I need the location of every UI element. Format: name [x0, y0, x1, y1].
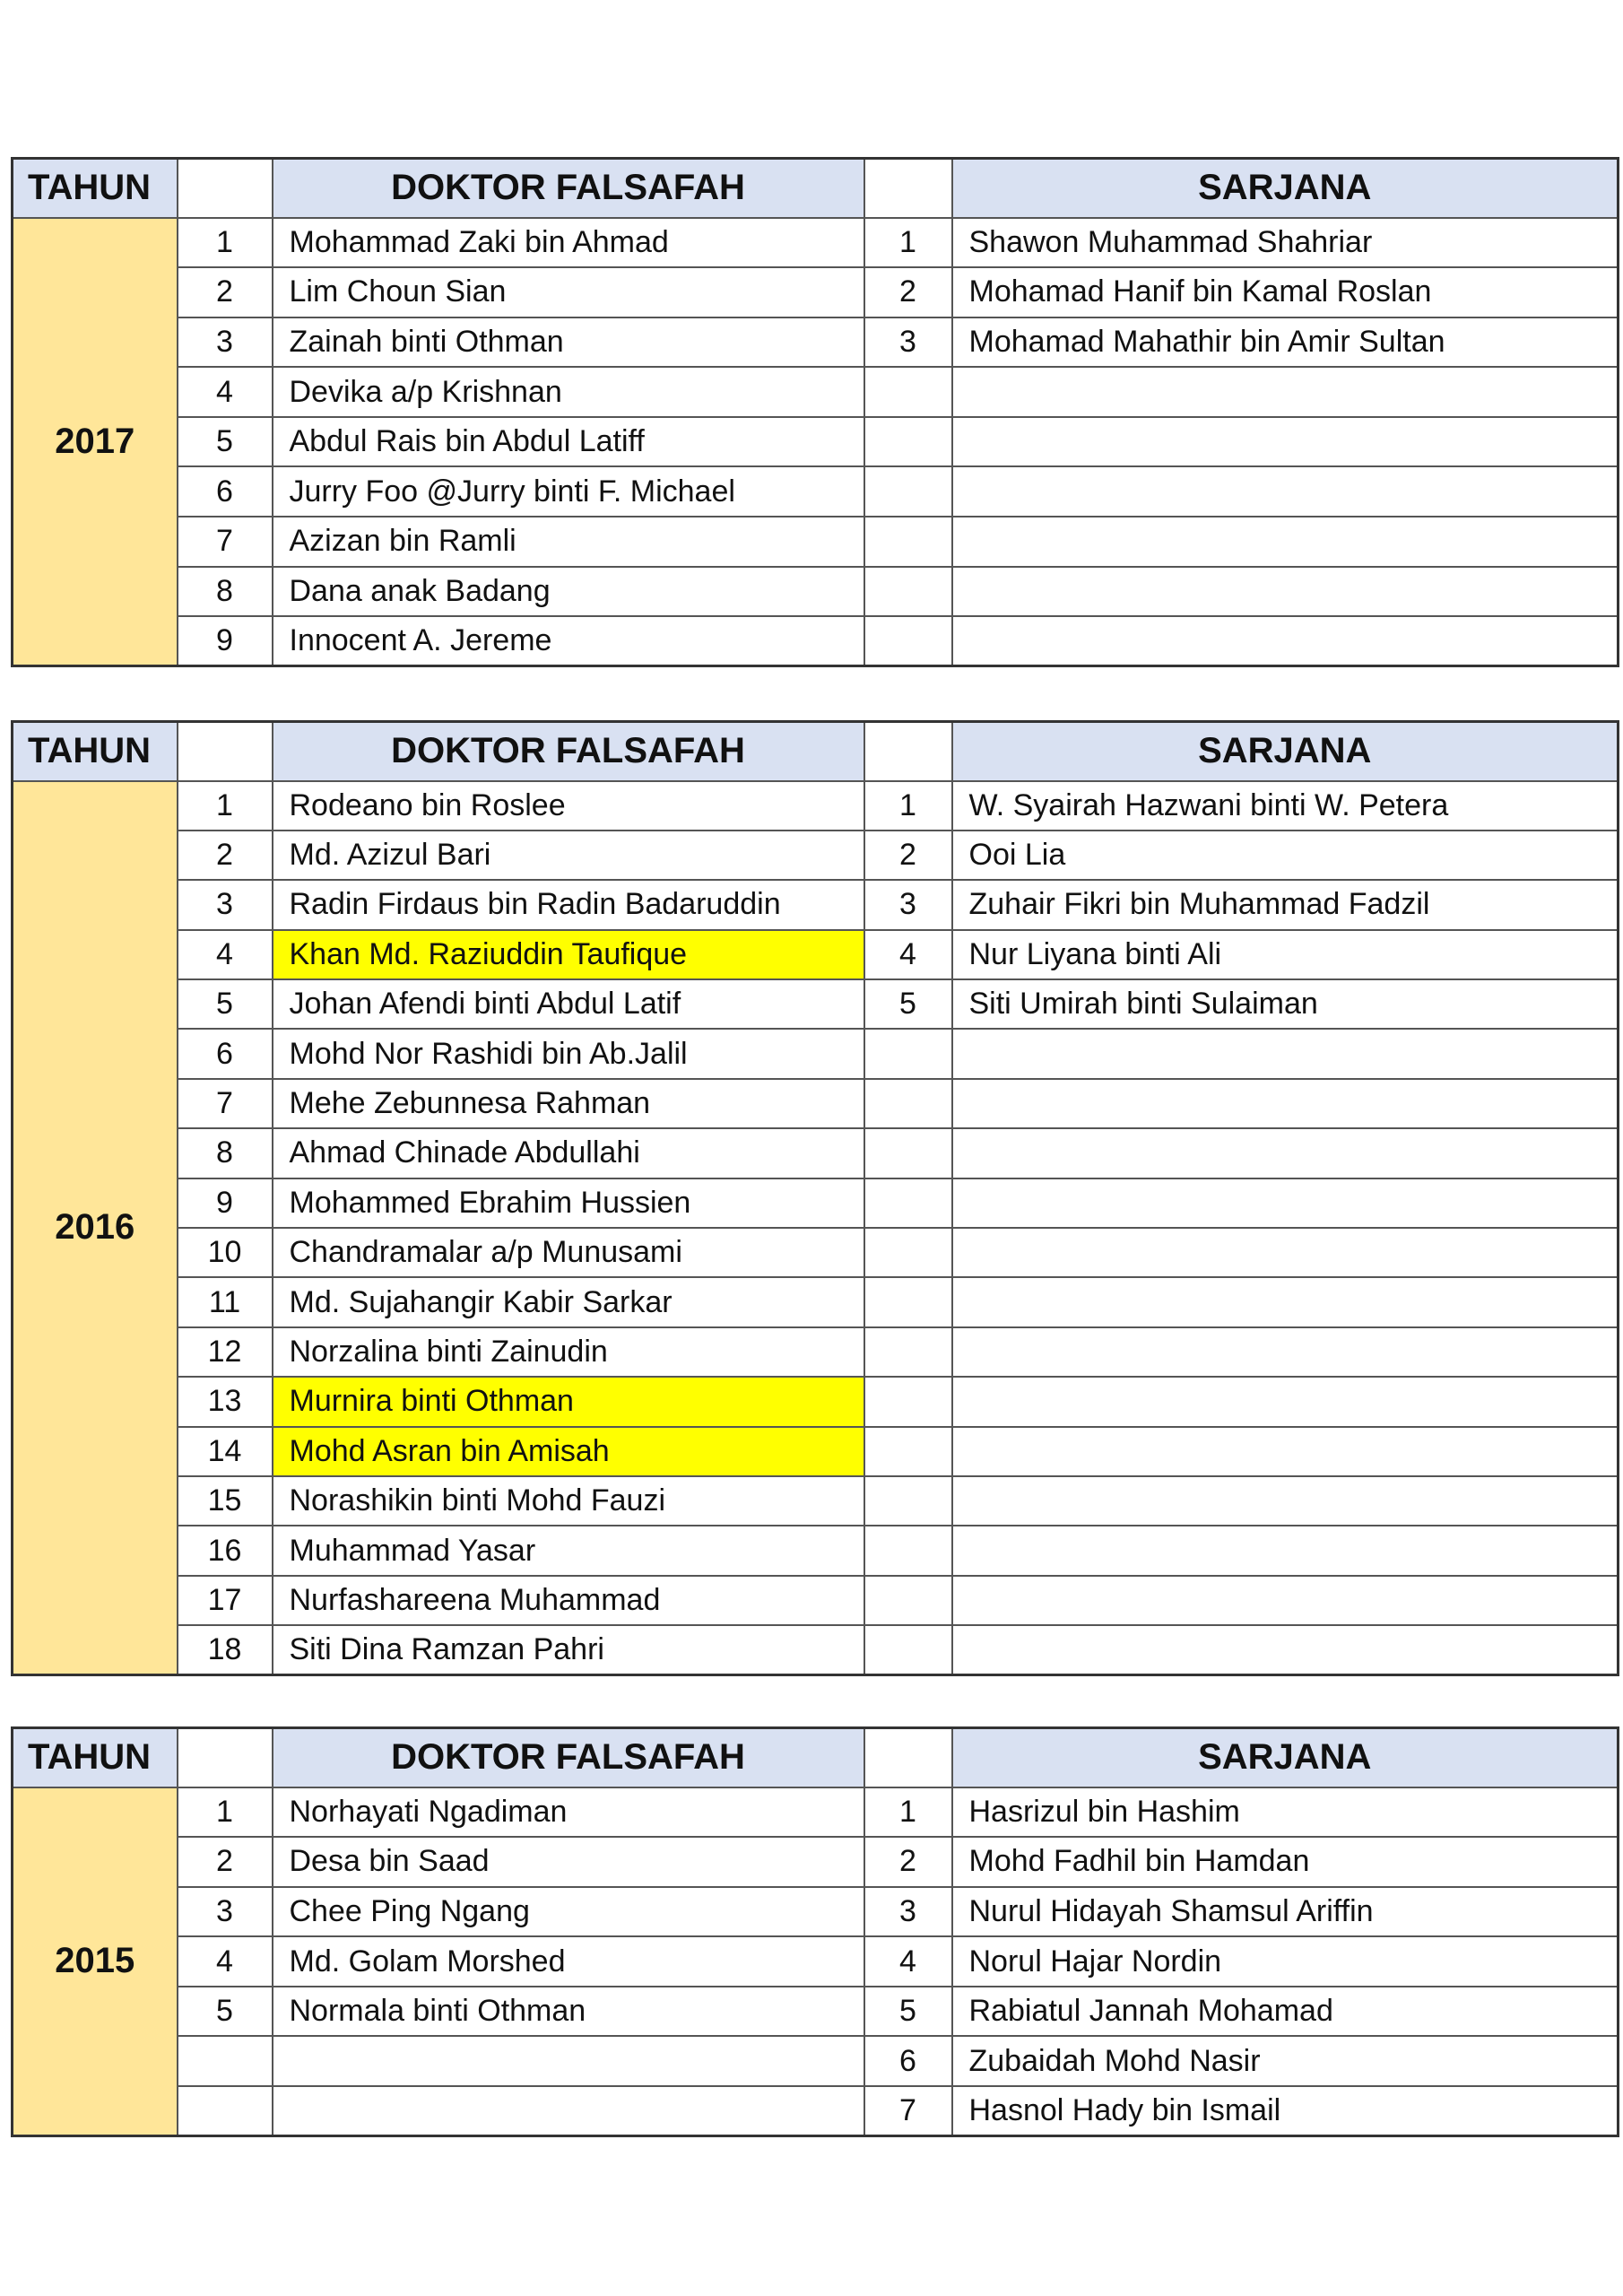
phd-name: Md. Sujahangir Kabir Sarkar	[273, 1277, 864, 1326]
phd-number: 5	[178, 417, 273, 467]
phd-number: 2	[178, 1837, 273, 1887]
masters-number: 2	[864, 1837, 952, 1887]
table-row	[13, 1625, 1619, 1674]
phd-number: 13	[178, 1377, 273, 1426]
masters-number	[864, 517, 952, 567]
masters-name	[952, 367, 1619, 417]
table-row	[13, 2086, 1619, 2136]
masters-number: 6	[864, 2036, 952, 2086]
phd-name: Jurry Foo @Jurry binti F. Michael	[273, 466, 864, 517]
table-row	[13, 979, 1619, 1029]
masters-name: Nurul Hidayah Shamsul Ariffin	[952, 1887, 1619, 1937]
table-row	[13, 1178, 1619, 1228]
table-row	[13, 218, 1619, 268]
masters-number	[864, 1476, 952, 1526]
year-column-header: TAHUN	[13, 159, 178, 218]
phd-name: Mehe Zebunnesa Rahman	[273, 1079, 864, 1128]
masters-number: 4	[864, 1936, 952, 1987]
table-row	[13, 781, 1619, 831]
table-row	[13, 417, 1619, 467]
phd-number: 7	[178, 517, 273, 567]
graduates-table	[11, 157, 1619, 667]
phd-number: 4	[178, 1936, 273, 1987]
masters-name	[952, 1476, 1619, 1526]
phd-number: 9	[178, 616, 273, 666]
masters-number: 3	[864, 880, 952, 929]
table-row	[13, 1576, 1619, 1625]
phd-number: 6	[178, 1029, 273, 1078]
masters-name: W. Syairah Hazwani binti W. Petera	[952, 781, 1619, 831]
masters-number	[864, 1576, 952, 1625]
table-row	[13, 367, 1619, 417]
table-row	[13, 317, 1619, 368]
phd-number: 11	[178, 1277, 273, 1326]
masters-number: 2	[864, 831, 952, 880]
table-row	[13, 1476, 1619, 1526]
phd-number: 7	[178, 1079, 273, 1128]
table-row	[13, 1526, 1619, 1575]
phd-name: Innocent A. Jereme	[273, 616, 864, 666]
table-row	[13, 567, 1619, 617]
phd-name	[273, 2036, 864, 2086]
masters-name	[952, 1526, 1619, 1575]
phd-number-header	[178, 722, 273, 781]
masters-number	[864, 1128, 952, 1178]
phd-number: 1	[178, 781, 273, 831]
masters-number: 2	[864, 267, 952, 317]
masters-name: Hasrizul bin Hashim	[952, 1787, 1619, 1838]
phd-number	[178, 2036, 273, 2086]
masters-name	[952, 1427, 1619, 1476]
phd-name: Zainah binti Othman	[273, 317, 864, 368]
graduates-table	[11, 720, 1619, 1676]
phd-number: 14	[178, 1427, 273, 1476]
masters-number	[864, 1029, 952, 1078]
table-row	[13, 1936, 1619, 1987]
phd-number: 17	[178, 1576, 273, 1625]
phd-name: Radin Firdaus bin Radin Badaruddin	[273, 880, 864, 929]
masters-number: 3	[864, 1887, 952, 1937]
masters-name	[952, 1625, 1619, 1674]
phd-name: Murnira binti Othman	[273, 1377, 864, 1426]
masters-number	[864, 417, 952, 467]
phd-name: Azizan bin Ramli	[273, 517, 864, 567]
table-row	[13, 1377, 1619, 1426]
phd-number-header	[178, 159, 273, 218]
phd-number: 18	[178, 1625, 273, 1674]
table-2016	[11, 720, 1617, 1676]
phd-number: 8	[178, 567, 273, 617]
year-cell: 2015	[13, 1787, 178, 2136]
phd-number: 5	[178, 1987, 273, 2037]
phd-name: Norashikin binti Mohd Fauzi	[273, 1476, 864, 1526]
table-row	[13, 616, 1619, 666]
table-row	[13, 1837, 1619, 1887]
masters-number: 3	[864, 317, 952, 368]
table-row	[13, 1887, 1619, 1937]
phd-number: 2	[178, 831, 273, 880]
phd-name: Md. Azizul Bari	[273, 831, 864, 880]
masters-number: 1	[864, 1787, 952, 1838]
masters-number	[864, 1228, 952, 1277]
masters-number-header	[864, 159, 952, 218]
masters-name: Mohamad Hanif bin Kamal Roslan	[952, 267, 1619, 317]
phd-number: 3	[178, 317, 273, 368]
phd-number: 12	[178, 1327, 273, 1377]
phd-name: Norzalina binti Zainudin	[273, 1327, 864, 1377]
phd-number: 9	[178, 1178, 273, 1228]
phd-number: 4	[178, 367, 273, 417]
masters-name	[952, 1327, 1619, 1377]
masters-number	[864, 466, 952, 517]
table-2017	[11, 157, 1617, 667]
phd-name: Siti Dina Ramzan Pahri	[273, 1625, 864, 1674]
year-cell: 2016	[13, 781, 178, 1675]
masters-number: 5	[864, 1987, 952, 2037]
table-row	[13, 2036, 1619, 2086]
masters-name	[952, 517, 1619, 567]
phd-name: Mohd Nor Rashidi bin Ab.Jalil	[273, 1029, 864, 1078]
phd-name: Rodeano bin Roslee	[273, 781, 864, 831]
phd-number: 10	[178, 1228, 273, 1277]
masters-number	[864, 567, 952, 617]
phd-number: 6	[178, 466, 273, 517]
masters-number: 5	[864, 979, 952, 1029]
year-cell: 2017	[13, 218, 178, 666]
masters-name	[952, 466, 1619, 517]
masters-number	[864, 1079, 952, 1128]
phd-name: Norhayati Ngadiman	[273, 1787, 864, 1838]
phd-name: Dana anak Badang	[273, 567, 864, 617]
masters-name	[952, 417, 1619, 467]
table-row	[13, 466, 1619, 517]
masters-name: Norul Hajar Nordin	[952, 1936, 1619, 1987]
table-row	[13, 1128, 1619, 1178]
masters-name: Ooi Lia	[952, 831, 1619, 880]
masters-name	[952, 1128, 1619, 1178]
masters-number: 1	[864, 781, 952, 831]
table-row	[13, 517, 1619, 567]
phd-name: Md. Golam Morshed	[273, 1936, 864, 1987]
phd-name: Ahmad Chinade Abdullahi	[273, 1128, 864, 1178]
masters-number	[864, 1277, 952, 1326]
masters-name: Zubaidah Mohd Nasir	[952, 2036, 1619, 2086]
year-column-header: TAHUN	[13, 722, 178, 781]
table-row	[13, 267, 1619, 317]
masters-name: Rabiatul Jannah Mohamad	[952, 1987, 1619, 2037]
masters-column-header: SARJANA	[952, 722, 1619, 781]
phd-number	[178, 2086, 273, 2136]
phd-name: Mohammad Zaki bin Ahmad	[273, 218, 864, 268]
masters-name: Mohamad Mahathir bin Amir Sultan	[952, 317, 1619, 368]
table-2015	[11, 1726, 1617, 2137]
masters-name	[952, 616, 1619, 666]
masters-name: Mohd Fadhil bin Hamdan	[952, 1837, 1619, 1887]
masters-number	[864, 1427, 952, 1476]
masters-name	[952, 1576, 1619, 1625]
masters-name	[952, 1377, 1619, 1426]
masters-name: Siti Umirah binti Sulaiman	[952, 979, 1619, 1029]
masters-number	[864, 1526, 952, 1575]
masters-number	[864, 1625, 952, 1674]
year-column-header: TAHUN	[13, 1728, 178, 1787]
phd-number-header	[178, 1728, 273, 1787]
phd-column-header: DOKTOR FALSAFAH	[273, 1728, 864, 1787]
masters-number-header	[864, 722, 952, 781]
masters-column-header: SARJANA	[952, 159, 1619, 218]
masters-number	[864, 1377, 952, 1426]
masters-name: Shawon Muhammad Shahriar	[952, 218, 1619, 268]
table-row	[13, 1987, 1619, 2037]
masters-column-header: SARJANA	[952, 1728, 1619, 1787]
table-row	[13, 831, 1619, 880]
phd-name: Desa bin Saad	[273, 1837, 864, 1887]
masters-name: Nur Liyana binti Ali	[952, 930, 1619, 979]
phd-number: 3	[178, 1887, 273, 1937]
phd-number: 4	[178, 930, 273, 979]
phd-number: 15	[178, 1476, 273, 1526]
phd-column-header: DOKTOR FALSAFAH	[273, 722, 864, 781]
phd-name: Chee Ping Ngang	[273, 1887, 864, 1937]
table-row	[13, 1787, 1619, 1838]
table-row	[13, 1427, 1619, 1476]
masters-number: 7	[864, 2086, 952, 2136]
phd-name: Nurfashareena Muhammad	[273, 1576, 864, 1625]
phd-number: 16	[178, 1526, 273, 1575]
phd-name: Abdul Rais bin Abdul Latiff	[273, 417, 864, 467]
phd-name: Normala binti Othman	[273, 1987, 864, 2037]
table-row	[13, 1327, 1619, 1377]
masters-number	[864, 1327, 952, 1377]
phd-name: Mohammed Ebrahim Hussien	[273, 1178, 864, 1228]
phd-number: 5	[178, 979, 273, 1029]
phd-number: 2	[178, 267, 273, 317]
masters-name: Hasnol Hady bin Ismail	[952, 2086, 1619, 2136]
masters-name	[952, 1277, 1619, 1326]
masters-number: 4	[864, 930, 952, 979]
masters-number: 1	[864, 218, 952, 268]
phd-name: Mohd Asran bin Amisah	[273, 1427, 864, 1476]
phd-number: 8	[178, 1128, 273, 1178]
masters-name	[952, 1079, 1619, 1128]
phd-name: Khan Md. Raziuddin Taufique	[273, 930, 864, 979]
table-row	[13, 1029, 1619, 1078]
phd-name: Chandramalar a/p Munusami	[273, 1228, 864, 1277]
phd-number: 1	[178, 218, 273, 268]
masters-number	[864, 616, 952, 666]
masters-number	[864, 367, 952, 417]
masters-name: Zuhair Fikri bin Muhammad Fadzil	[952, 880, 1619, 929]
masters-name	[952, 1178, 1619, 1228]
masters-name	[952, 1029, 1619, 1078]
table-row	[13, 1277, 1619, 1326]
phd-name	[273, 2086, 864, 2136]
phd-column-header: DOKTOR FALSAFAH	[273, 159, 864, 218]
masters-name	[952, 1228, 1619, 1277]
table-row	[13, 1079, 1619, 1128]
masters-number-header	[864, 1728, 952, 1787]
phd-number: 1	[178, 1787, 273, 1838]
masters-number	[864, 1178, 952, 1228]
phd-name: Johan Afendi binti Abdul Latif	[273, 979, 864, 1029]
phd-name: Lim Choun Sian	[273, 267, 864, 317]
table-row	[13, 880, 1619, 929]
phd-name: Muhammad Yasar	[273, 1526, 864, 1575]
phd-number: 3	[178, 880, 273, 929]
table-row	[13, 1228, 1619, 1277]
masters-name	[952, 567, 1619, 617]
graduates-table	[11, 1726, 1619, 2137]
table-row	[13, 930, 1619, 979]
phd-name: Devika a/p Krishnan	[273, 367, 864, 417]
